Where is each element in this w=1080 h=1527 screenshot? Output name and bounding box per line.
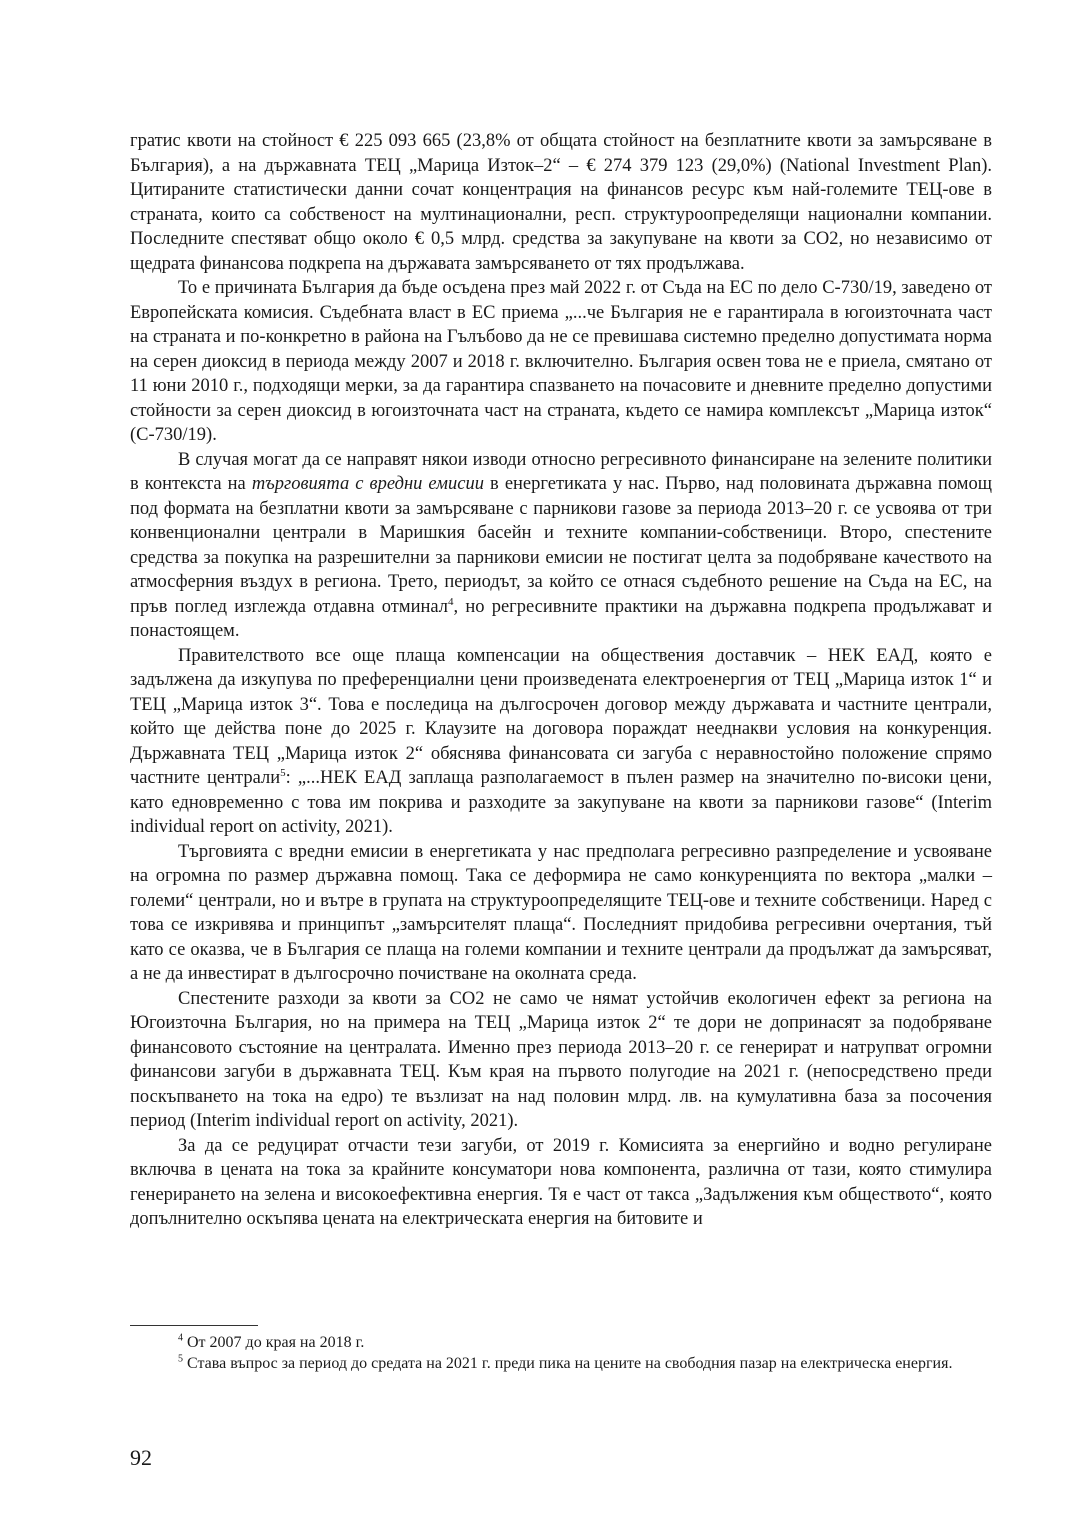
footnote [130, 1332, 992, 1353]
paragraph [130, 129, 992, 276]
paragraph [130, 1134, 992, 1232]
footnote-text: Става въпрос за период до средата на 2021 г. преди пика на цените на свободния пазар на електрическа енергия. [187, 1355, 953, 1372]
paragraph-text: За да се редуцират отчасти тези загуби, от 2019 г. Комисията за енергийно и водно регулиране включва в цената на тока за крайните консуматори нова компонента, различна от тази, която стимулира генерирането на зелена и високоефективна енергия. Тя е част от такса „Задължения към обществото“, която допълнително оскъпява цената на електрическата енергия на битовите и [130, 1135, 992, 1229]
footnotes [130, 1332, 992, 1374]
paragraph-text: гратис квоти на стойност € 225 093 665 (23,8% от общата стойност на безплатните квоти за замърсяване в България), а на държавната ТЕЦ „Марица Изток–2“ – € 274 379 123 (29,0%) (National Investment Plan). Цитираните статистически данни сочат концентрация на финансов ресурс към най-големите ТЕЦ-ове в страната, които са собственост на мултинационални, респ. структуроопределящи национални компании. Последните спестяват общо около € 0,5 млрд. средства за закупуване на квоти за CO2, но независимо от щедрата финансова подкрепа на държавата замърсяването от тях продължава. [130, 131, 992, 274]
footnote-reference: 5 [280, 766, 286, 779]
footnote-text: От 2007 до края на 2018 г. [187, 1334, 365, 1351]
footnote-reference: 4 [447, 595, 454, 608]
page-number: 92 [130, 1445, 152, 1470]
paragraph [130, 644, 992, 840]
paragraph-text: Спестените разходи за квоти за CO2 не само че нямат устойчив екологичен ефект за региона на Югоизточна България, но на примера на ТЕЦ „Марица изток 2“ те дори не допринасят за подобряване финансовото състояние на централата. Именно през периода 2013–20 г. се генерират и натрупват огромни финансови загуби в държавната ТЕЦ. Към края на първото полугодие на 2021 г. (непосредствено преди поскъпването на тока на едро) те възлизат на над половин млрд. лв. на кумулативна база за посочения период (Interim individual report on activity, 2021). [130, 988, 992, 1131]
paragraph-text: Търговията с вредни емисии в енергетиката у нас предполага регресивно разпределение и усвояване на огромна по размер държавна помощ. Така се деформира не само конкуренцията по вектора „малки – големи“ централи, но и вътре в групата на структуроопределящите ТЕЦ-ове и техните собственици. Наред с това се изкривява и принципът „замърсителят плаща“. Последният придобива регресивни очертания, тъй като се оказва, че в България се плаща на големи компании и техните централи да продължат да замърсяват, а не да инвестират в дългосрочно почистване на околната среда. [130, 841, 992, 984]
footnote-number: 5 [178, 1353, 183, 1365]
paragraph [130, 840, 992, 987]
italic-term: търговията с вредни емисии [251, 474, 484, 494]
paragraph [130, 448, 992, 644]
body-text [130, 129, 992, 1232]
paragraph-text: То е причината България да бъде осъдена през май 2022 г. от Съда на ЕС по дело C-730/19, заведено от Европейската комисия. Съдебната власт в ЕС приема „...че България не е гарантирала в югоизточната част на страната и по-конкретно в района на Гълъбово да не се превишава системно пределно допустимата норма на серен диоксид в периода между 2007 и 2018 г. включително. България освен това не е приела, смятано от 11 юни 2010 г., подходящи мерки, за да гарантира спазването на почасовите и дневните пределно допустими стойности за серен диоксид в югоизточната част на страната, където се намира комплексът „Марица изток“ (C-730/19). [130, 278, 992, 445]
footnote-separator [130, 1325, 258, 1326]
paragraph [130, 276, 992, 448]
paragraph-text: : „...НЕК ЕАД заплаща разполагаемост в пълен размер на значително по-високи цени, като едновременно с това им покрива и разходите за закупуване на квоти за парникови газове“ (Interim individual report on activity, 2021). [130, 768, 992, 837]
paragraph [130, 987, 992, 1134]
paragraph-text: Правителството все още плаща компенсации на обществения доставчик – НЕК ЕАД, която е задължена да изкупува по преференциални цени произведената електроенергия от ТЕЦ „Марица изток 1“ и ТЕЦ „Марица изток 3“. Това е последица на дългосрочен договор между държавата и частните централи, който ще действа поне до 2025 г. Клаузите на договора пораждат нееднакви условия на конкуренция. Държавната ТЕЦ „Марица изток 2“ обяснява финансовата си загуба с неравностойно положение спрямо частните централи [130, 645, 992, 788]
paragraph-text: в енергетиката у нас. Първо, над половината държавна помощ под формата на безплатни квоти за замърсяване с парникови газове за периода 2013–20 г. се усвоява от три конвенционални централи в Маришкия басейн и техните компании-собственици. Второ, спестените средства за покупка на разрешителни за парникови емисии не постигат целта за подобряване качеството на атмосферния въздух в региона. Трето, периодът, за който се отнася съдебното решение на Съда на ЕС, на пръв поглед изглежда отдавна отминал [130, 474, 992, 617]
paragraph-text: , но регресивните практики на държавна подкрепа продължават и понастоящем. [130, 596, 992, 641]
footnote-number: 4 [178, 1332, 183, 1344]
footnote [130, 1353, 992, 1374]
paragraph-text: В случая могат да се направят някои изводи относно регресивното финансиране на зелените политики в контекста на [130, 449, 992, 494]
